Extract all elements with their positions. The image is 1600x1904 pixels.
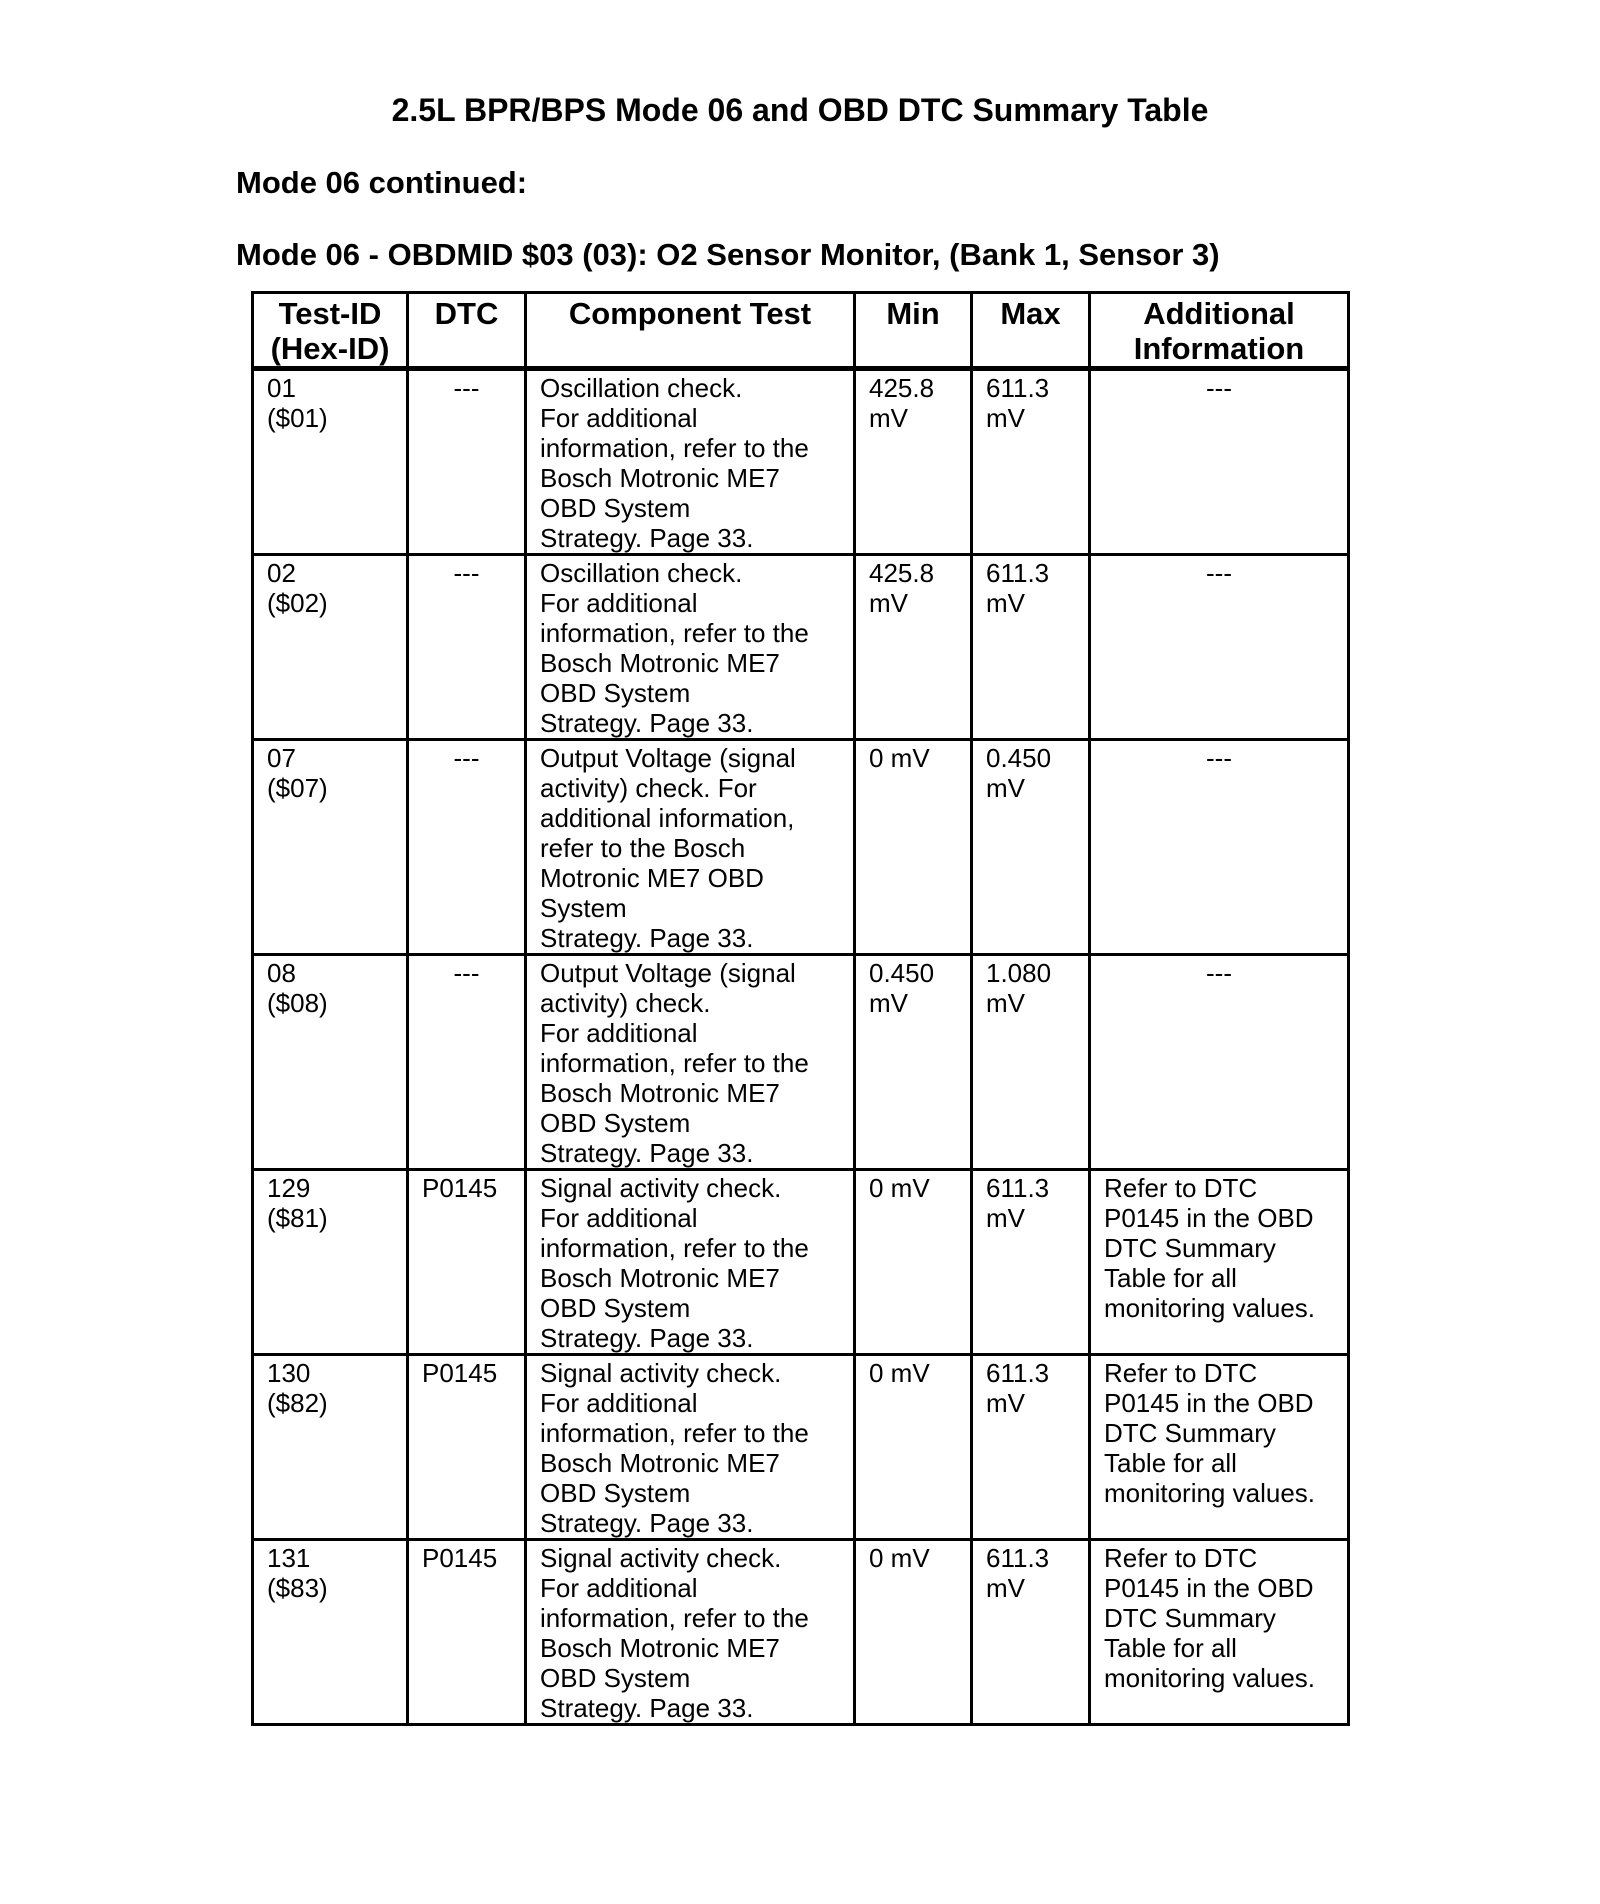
header-max: Max [972,293,1090,369]
cell-component-test: Output Voltage (signal activity) check. For additional information, refer to the Bosch Motronic ME7 OBD System Strategy. Page 33. [526,740,855,955]
cell-test-id: 130 ($82) [253,1355,408,1540]
cell-additional-information: --- [1090,369,1349,555]
cell-dtc: P0145 [408,1540,526,1725]
header-additional-information: Additional Information [1090,293,1349,369]
cell-max: 611.3 mV [972,555,1090,740]
cell-min: 0 mV [855,1540,972,1725]
cell-component-test: Oscillation check. For additional information, refer to the Bosch Motronic ME7 OBD System Strategy. Page 33. [526,555,855,740]
header-test-id: Test-ID (Hex-ID) [253,293,408,369]
header-min: Min [855,293,972,369]
table-row [253,1170,1349,1355]
cell-component-test: Signal activity check. For additional information, refer to the Bosch Motronic ME7 OBD System Strategy. Page 33. [526,1170,855,1355]
cell-dtc: --- [408,740,526,955]
cell-additional-information: Refer to DTC P0145 in the OBD DTC Summary Table for all monitoring values. [1090,1355,1349,1540]
cell-additional-information: Refer to DTC P0145 in the OBD DTC Summary Table for all monitoring values. [1090,1170,1349,1355]
table-header-row [253,293,1349,369]
cell-min: 0 mV [855,1355,972,1540]
table-row [253,955,1349,1170]
cell-dtc: --- [408,955,526,1170]
table-row [253,1540,1349,1725]
cell-min: 0.450 mV [855,955,972,1170]
cell-max: 1.080 mV [972,955,1090,1170]
header-dtc: DTC [408,293,526,369]
table-row [253,369,1349,555]
cell-test-id: 02 ($02) [253,555,408,740]
cell-dtc: --- [408,555,526,740]
cell-min: 0 mV [855,740,972,955]
cell-min: 425.8 mV [855,555,972,740]
table-row [253,740,1349,955]
header-component-test: Component Test [526,293,855,369]
cell-dtc: P0145 [408,1170,526,1355]
continued-heading: Mode 06 continued: [236,165,528,200]
cell-test-id: 01 ($01) [253,369,408,555]
cell-component-test: Output Voltage (signal activity) check. For additional information, refer to the Bosch Motronic ME7 OBD System Strategy. Page 33. [526,955,855,1170]
cell-test-id: 07 ($07) [253,740,408,955]
table-row [253,555,1349,740]
cell-max: 611.3 mV [972,1355,1090,1540]
cell-min: 425.8 mV [855,369,972,555]
cell-max: 0.450 mV [972,740,1090,955]
section-heading: Mode 06 - OBDMID $03 (03): O2 Sensor Monitor, (Bank 1, Sensor 3) [236,237,1220,272]
cell-additional-information: Refer to DTC P0145 in the OBD DTC Summary Table for all monitoring values. [1090,1540,1349,1725]
cell-test-id: 131 ($83) [253,1540,408,1725]
cell-component-test: Signal activity check. For additional information, refer to the Bosch Motronic ME7 OBD System Strategy. Page 33. [526,1355,855,1540]
cell-max: 611.3 mV [972,1540,1090,1725]
mode06-summary-table [251,291,1350,1726]
cell-component-test: Oscillation check. For additional information, refer to the Bosch Motronic ME7 OBD System Strategy. Page 33. [526,369,855,555]
cell-max: 611.3 mV [972,369,1090,555]
cell-test-id: 129 ($81) [253,1170,408,1355]
cell-min: 0 mV [855,1170,972,1355]
cell-additional-information: --- [1090,955,1349,1170]
table-row [253,1355,1349,1540]
document-title: 2.5L BPR/BPS Mode 06 and OBD DTC Summary Table [391,92,1209,128]
cell-test-id: 08 ($08) [253,955,408,1170]
cell-additional-information: --- [1090,740,1349,955]
cell-max: 611.3 mV [972,1170,1090,1355]
cell-component-test: Signal activity check. For additional information, refer to the Bosch Motronic ME7 OBD System Strategy. Page 33. [526,1540,855,1725]
cell-dtc: --- [408,369,526,555]
cell-dtc: P0145 [408,1355,526,1540]
cell-additional-information: --- [1090,555,1349,740]
